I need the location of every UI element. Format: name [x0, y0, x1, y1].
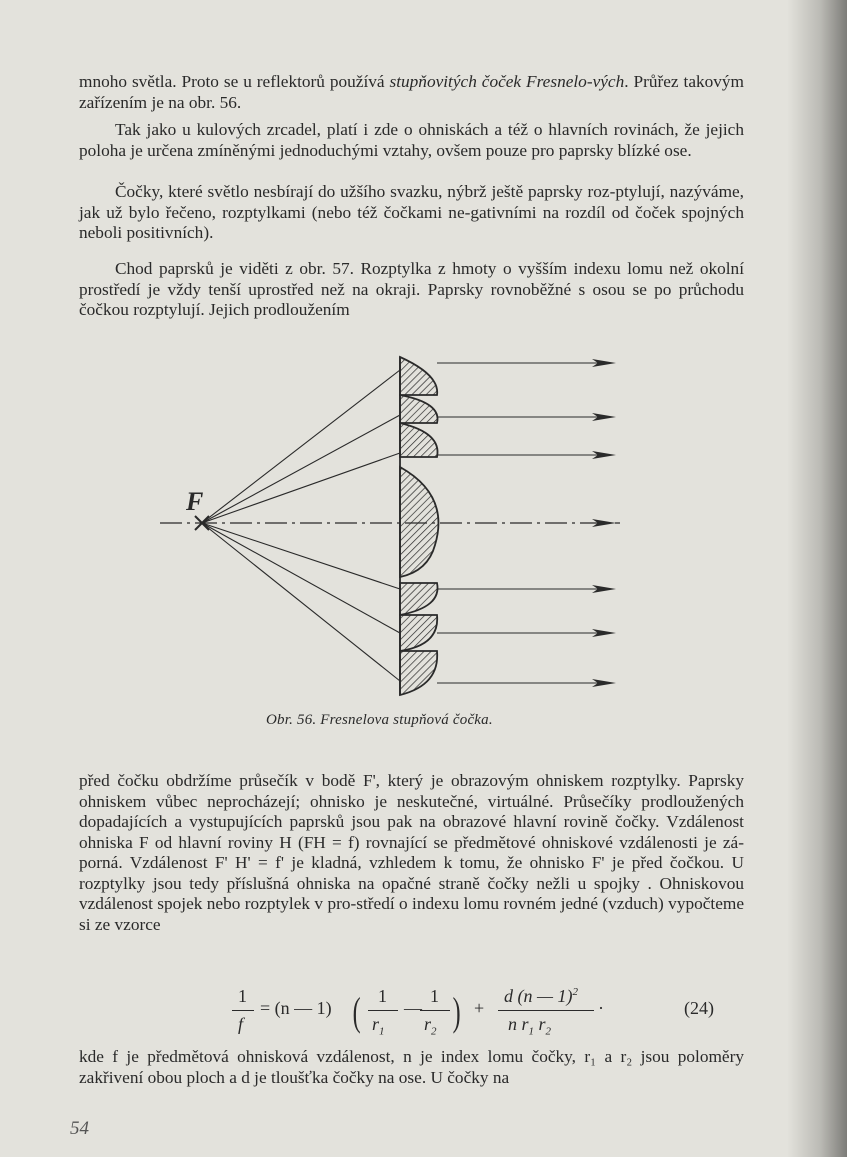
- focus-label: F: [186, 487, 204, 516]
- fresnel-lens-figure: [150, 345, 630, 705]
- page-number: 54: [70, 1118, 89, 1139]
- lens-segment-top-1: [400, 357, 437, 395]
- lens-segment-center: [400, 467, 438, 577]
- lens-segments: [400, 357, 438, 695]
- equation-number: (24): [684, 998, 714, 1018]
- lens-segment-top-2: [400, 395, 438, 423]
- page-edge-shadow: [787, 0, 847, 1157]
- paragraph-1: mnoho světla. Proto se u reflektorů používá stupňovitých čoček Fresnelo-vých. Průřez takovým zařízením je na obr. 56.: [79, 72, 745, 112]
- paragraph-5: před čočku obdržíme průsečík v bodě F', který je obrazovým ohniskem rozptylky. Paprsky ohniskem vůbec neprocházejí; ohnisko je neskutečné, virtuálné. Průsečíky prodloužených dopadajících a vystupujících paprsků jsou pak na obrazové hlavní rovině čočky. Vzdálenost ohniska F od hlavní roviny H (FH = f) rovnající se předmětové ohniskové vzdálenosti je zá-porná. Vzdálenost F' H' = f' je kladná, vzhledem k tomu, že ohnisko F' je před čočkou. U rozptylky jsou tedy příslušná ohniska na opačné straně čočky nežli u spojky . Ohniskovou vzdálenost spojek nebo rozptylek v pro-středí o indexu lomu rovném jedné (vzduch) vypočteme si ze vzorce: [79, 771, 744, 934]
- lens-segment-bottom-2: [400, 615, 437, 651]
- formula-24: 1 f = (n — 1) ( 1 $r_1$ — 1 $r_2$ ) + d (n — 1)$^2$ n $r_1$ $r_2$ · (24): [228, 984, 748, 1040]
- paragraph-2: Tak jako u kulových zrcadel, platí i zde o ohniskách a též o hlavních rovinách, že jejich poloha je určena zmíněnými jednoduchými vztahy, ovšem pouze pro paprsky blízké ose.: [79, 120, 744, 160]
- paragraph-3: Čočky, které světlo nesbírají do užšího svazku, nýbrž ještě paprsky roz-ptylují, nazýváme, jak už bylo řečeno, rozptylkami (nebo též čočkami ne-gativními na rozdíl od čoček spojných neboli positivních).: [79, 182, 744, 242]
- paragraph-4: Chod paprsků je viděti z obr. 57. Rozptylka z hmoty o vyšším indexu lomu než okolní prostředí je vždy tenší uprostřed než na okraji. Paprsky rovnoběžné s osou se po průchodu čočkou rozptylují. Jejich prodloužením: [79, 259, 744, 319]
- lens-segment-bottom-3: [400, 651, 437, 695]
- lens-segment-top-3: [400, 423, 438, 457]
- paragraph-6: kde f je předmětová ohnisková vzdálenost, n je index lomu čočky, r₁ a r₂ jsou poloměry zakřivení obou ploch a d je tloušťka čočky na ose. U čočky na: [79, 1047, 744, 1087]
- figure-caption: Obr. 56. Fresnelova stupňová čočka.: [266, 712, 493, 728]
- lens-segment-bottom-1: [400, 583, 438, 615]
